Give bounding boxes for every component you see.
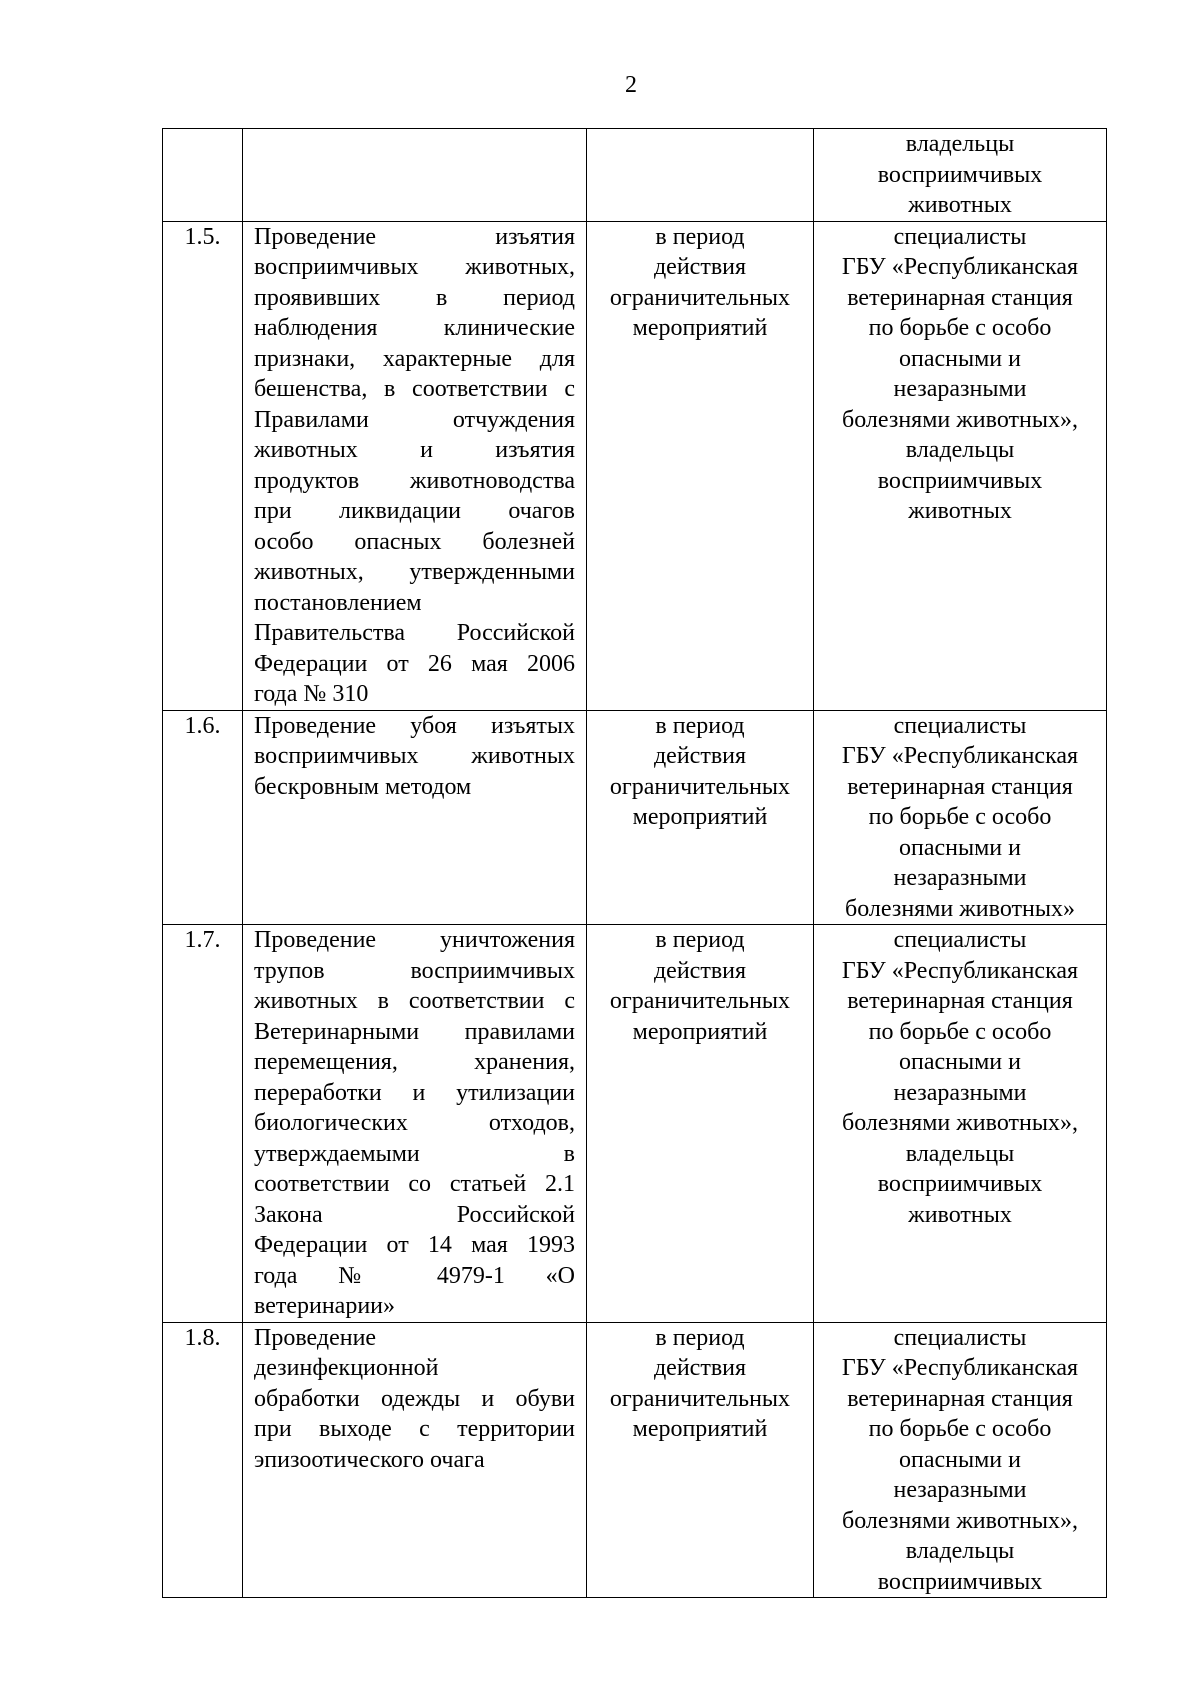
responsible-cell — [814, 1322, 1107, 1598]
period-text-line: действия — [653, 254, 747, 280]
period-text-line: мероприятий — [632, 1416, 768, 1442]
period-text-line: действия — [653, 743, 747, 769]
action-text-line: продуктов животноводства — [254, 467, 575, 494]
responsible-text-line: опасными и — [899, 345, 1021, 372]
action-text-line: Правительства Российской — [254, 620, 575, 646]
responsible-text-line: опасными и — [899, 1049, 1021, 1075]
responsible-text-line: владельцы — [905, 131, 1015, 157]
action-text-line: Правилами отчуждения — [254, 406, 575, 433]
responsible-text-line: животных — [908, 1201, 1012, 1228]
responsible-text-line: восприимчивых — [877, 467, 1043, 494]
item-number-cell: 1.5. — [163, 221, 243, 710]
period-text-line: ограничительных — [609, 1385, 791, 1412]
responsible-text-line: ГБУ «Республиканская — [841, 743, 1079, 769]
item-number-cell — [163, 129, 243, 222]
action-text-line: трупов восприимчивых — [254, 957, 575, 984]
page-number: 2 — [625, 72, 637, 98]
action-text-line: при выходе с территории — [254, 1416, 575, 1442]
period-cell — [587, 925, 814, 1323]
period-text-line: ограничительных — [609, 988, 791, 1014]
action-text-line: наблюдения клинические — [254, 315, 575, 341]
responsible-text-line: по борьбе с особо — [868, 1416, 1052, 1442]
measures-table — [162, 128, 1107, 1598]
responsible-text-line: незаразными — [893, 1477, 1027, 1503]
responsible-text-line: специалисты — [893, 927, 1027, 953]
responsible-text-line: незаразными — [893, 865, 1027, 891]
responsible-text-line: восприимчивых — [877, 1568, 1043, 1595]
responsible-text-line: восприимчивых — [877, 1171, 1043, 1197]
action-text-line: обработки одежды и обуви — [254, 1385, 575, 1412]
responsible-text-line: владельцы — [905, 1140, 1015, 1167]
action-text-line: животных в соответствии с — [254, 988, 575, 1014]
measures-table-body — [163, 129, 1107, 1598]
responsible-text-line: по борьбе с особо — [868, 1018, 1052, 1045]
responsible-cell — [814, 710, 1107, 925]
period-cell — [587, 710, 814, 925]
action-text-line: Закона Российской — [254, 1201, 575, 1228]
responsible-text-line: животных — [908, 192, 1012, 218]
action-cell — [243, 710, 587, 925]
period-text-line: мероприятий — [632, 804, 768, 830]
item-number-cell: 1.8. — [163, 1322, 243, 1598]
responsible-text-line: опасными и — [899, 834, 1021, 861]
period-cell — [587, 1322, 814, 1598]
item-number-cell: 1.6. — [163, 710, 243, 925]
period-text-line: мероприятий — [632, 1018, 768, 1045]
responsible-cell — [814, 129, 1107, 222]
action-text-line: при ликвидации очагов — [254, 498, 575, 524]
action-text-line: года № 4979-1 «О — [254, 1262, 575, 1289]
action-text-line: Проведение убоя изъятых — [254, 712, 575, 739]
table-row — [163, 1322, 1107, 1598]
period-cell — [587, 221, 814, 710]
action-text-line: дезинфекционной — [254, 1355, 439, 1381]
action-text-line: Федерации от 14 мая 1993 — [254, 1232, 575, 1258]
action-text-line: Проведение изъятия — [254, 223, 575, 250]
action-text-line: перемещения, хранения, — [254, 1049, 575, 1075]
responsible-text-line: владельцы — [905, 437, 1015, 463]
table-row — [163, 221, 1107, 710]
period-text-line: в период — [655, 712, 745, 739]
action-text-line: соответствии со статьей 2.1 — [254, 1171, 575, 1197]
action-text-line: постановлением — [254, 589, 422, 616]
period-text-line: ограничительных — [609, 284, 791, 311]
responsible-text-line: владельцы — [905, 1538, 1015, 1564]
action-cell — [243, 1322, 587, 1598]
responsible-cell — [814, 925, 1107, 1323]
action-text-line: животных и изъятия — [254, 437, 575, 463]
responsible-text-line: восприимчивых — [877, 161, 1043, 188]
responsible-text-line: ГБУ «Республиканская — [841, 957, 1079, 984]
action-text-line: ветеринарии» — [254, 1293, 396, 1319]
action-text-line: Проведение — [254, 1324, 377, 1351]
responsible-text-line: ГБУ «Республиканская — [841, 1355, 1079, 1381]
action-cell — [243, 129, 587, 222]
responsible-text-line: болезнями животных», — [842, 1110, 1078, 1136]
responsible-text-line: специалисты — [893, 223, 1027, 250]
period-text-line: мероприятий — [632, 315, 768, 341]
action-text-line: года № 310 — [254, 681, 369, 707]
responsible-text-line: болезнями животных» — [845, 895, 1075, 922]
table-row — [163, 129, 1107, 222]
responsible-text-line: ГБУ «Республиканская — [841, 254, 1079, 280]
period-text-line: в период — [655, 223, 745, 250]
action-cell — [243, 925, 587, 1323]
responsible-text-line: по борьбе с особо — [868, 315, 1052, 341]
action-text-line: биологических отходов, — [254, 1110, 575, 1136]
action-text-line: восприимчивых животных — [254, 743, 575, 769]
action-text-line: восприимчивых животных, — [254, 254, 575, 280]
responsible-text-line: животных — [908, 498, 1012, 524]
action-text-line: эпизоотического очага — [254, 1446, 485, 1473]
action-text-line: бескровным методом — [254, 773, 472, 800]
action-text-line: признаки, характерные для — [254, 345, 575, 372]
period-text-line: в период — [655, 1324, 745, 1351]
action-text-line: особо опасных болезней — [254, 528, 575, 555]
table-row — [163, 710, 1107, 925]
responsible-text-line: ветеринарная станция — [847, 1385, 1073, 1412]
period-text-line: в период — [655, 927, 745, 953]
action-text-line: животных, утвержденными — [254, 559, 575, 585]
responsible-cell — [814, 221, 1107, 710]
period-text-line: ограничительных — [609, 773, 791, 800]
action-text-line: Федерации от 26 мая 2006 — [254, 650, 575, 677]
period-text-line: действия — [653, 1355, 747, 1381]
period-cell — [587, 129, 814, 222]
action-text-line: переработки и утилизации — [254, 1079, 575, 1106]
responsible-text-line: ветеринарная станция — [847, 284, 1073, 311]
responsible-text-line: болезнями животных», — [842, 406, 1078, 433]
responsible-text-line: опасными и — [899, 1446, 1021, 1473]
action-text-line: Проведение уничтожения — [254, 927, 575, 953]
item-number-cell: 1.7. — [163, 925, 243, 1323]
action-cell — [243, 221, 587, 710]
table-row — [163, 925, 1107, 1323]
action-text-line: бешенства, в соответствии с — [254, 376, 575, 402]
responsible-text-line: незаразными — [893, 376, 1027, 402]
action-text-line: утверждаемыми в — [254, 1140, 575, 1167]
period-text-line: действия — [653, 957, 747, 984]
responsible-text-line: ветеринарная станция — [847, 988, 1073, 1014]
action-text-line: проявивших в период — [254, 284, 575, 311]
responsible-text-line: специалисты — [893, 1324, 1027, 1351]
action-text-line: Ветеринарными правилами — [254, 1018, 575, 1045]
responsible-text-line: незаразными — [893, 1079, 1027, 1106]
responsible-text-line: по борьбе с особо — [868, 804, 1052, 830]
responsible-text-line: ветеринарная станция — [847, 773, 1073, 800]
responsible-text-line: болезнями животных», — [842, 1507, 1078, 1534]
responsible-text-line: специалисты — [893, 712, 1027, 739]
